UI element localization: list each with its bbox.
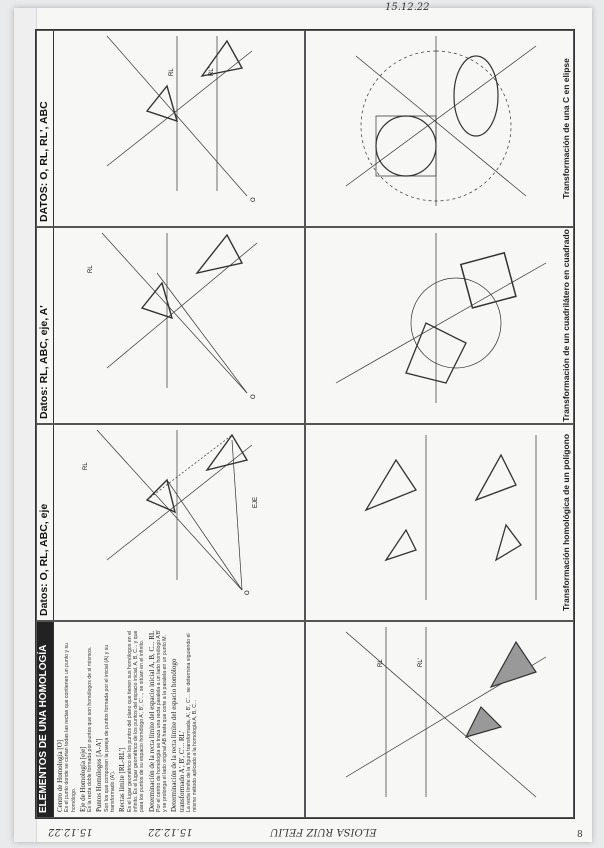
label-RLp-e: RL' [418, 658, 424, 667]
def-rectas-limite: Rectas límite [RL-RL'] [118, 747, 127, 812]
panel-e-drawing [306, 621, 574, 817]
worksheet-title: ELEMENTOS DE UNA HOMOLOGÍA [37, 622, 54, 817]
label-RL-c: RL [88, 265, 94, 273]
panel-d-drawing [37, 30, 287, 226]
panel-g-drawing [306, 227, 574, 423]
label-RL: RL [83, 462, 89, 470]
handwritten-date-bottom: 15.12.22 [48, 826, 93, 837]
page-number: 8 [577, 830, 583, 840]
def-centro-body: Es el punto donde se cortan todas las rectas que contienen un punto y su homólogo. [64, 643, 77, 812]
def-rl-homologo: Determinación de la recta límite del espacio homólogo transformado A', B', C'... RL' [170, 658, 186, 812]
panel-d [36, 30, 305, 227]
panel-g-title: Transformación de un cuadrilátero en cuadrado [561, 229, 571, 422]
panel-h-drawing [306, 30, 574, 226]
handwritten-date-bottom-2: 15.12.22 [148, 826, 193, 837]
label-O-d: O [251, 197, 257, 202]
panel-h-title: Transformación de una C en elipse [561, 58, 571, 199]
def-rl-homologo-body: La recta límite de la figura transformada, A', B', C'... se determina siguiendo el mismo método aplicado a la homología A, B, C... [186, 633, 199, 812]
label-eje: EJE [253, 496, 259, 508]
panel-c-drawing [37, 227, 287, 423]
panel-f-title: Transformación homológica de un polígono [561, 433, 571, 612]
panel-d-title: DATOS: O, RL, RL', ABC [37, 31, 54, 226]
panel-f-drawing [306, 424, 574, 620]
panel-c [36, 227, 305, 424]
panel-c-title: Datos: RL, ABC, eje, A' [37, 228, 54, 423]
label-O: O [245, 590, 251, 595]
panel-f [305, 424, 574, 621]
panel-h [305, 30, 574, 227]
def-rl-inicial: Determinación de la recta límite del espacio inicial A, B, C... RL [147, 630, 156, 812]
panel-b [36, 424, 305, 621]
def-puntos-body: Son los que componen la pareja de puntos formada por el inicial (A) y su transformado (A'). [103, 644, 117, 812]
def-eje-body: Es la recta doble formada por puntos que son homólogos de sí mismos. [87, 646, 94, 812]
def-rectas-limite-body: Es el lugar geométrico de los puntos del plano que tienen sus homólogos en el infinito. Es el lugar geométrico de los puntos del espacio inicial, A, B, C... y que para los puntos de su espacio homólogo A', B', C'..., se sitúan en el infinito. [126, 630, 146, 812]
label-RL-e: RL [378, 659, 384, 667]
panel-e [305, 621, 574, 818]
definitions-text [54, 622, 205, 817]
label-RLp-d: RL' [209, 67, 215, 76]
panel-b-drawing [37, 424, 287, 620]
def-puntos: Puntos Homólogos [A-A'] [95, 738, 104, 812]
label-O-c: O [251, 394, 257, 399]
handwritten-name: ELOISA RUIZ FELIU [270, 826, 377, 837]
worksheet-grid [35, 29, 575, 819]
panel-definitions [36, 621, 305, 818]
panel-g [305, 227, 574, 424]
def-eje: Eje de Homología [eje] [78, 746, 87, 812]
handwritten-date-top: 15.12.22 [385, 2, 430, 13]
rotated-worksheet [35, 29, 575, 819]
def-centro: Centro de Homología [O] [56, 739, 64, 812]
binder-margin [14, 8, 37, 842]
label-RL-d: RL [169, 68, 175, 76]
def-rl-inicial-body: Por el centro de homología se traza una recta paralela a un lado homólogo A'B' y se prolonga el lado original AB hasta que corte a la paralela en un punto M. [155, 629, 169, 812]
panel-b-title: Datos: O, RL, ABC, eje [37, 425, 54, 620]
